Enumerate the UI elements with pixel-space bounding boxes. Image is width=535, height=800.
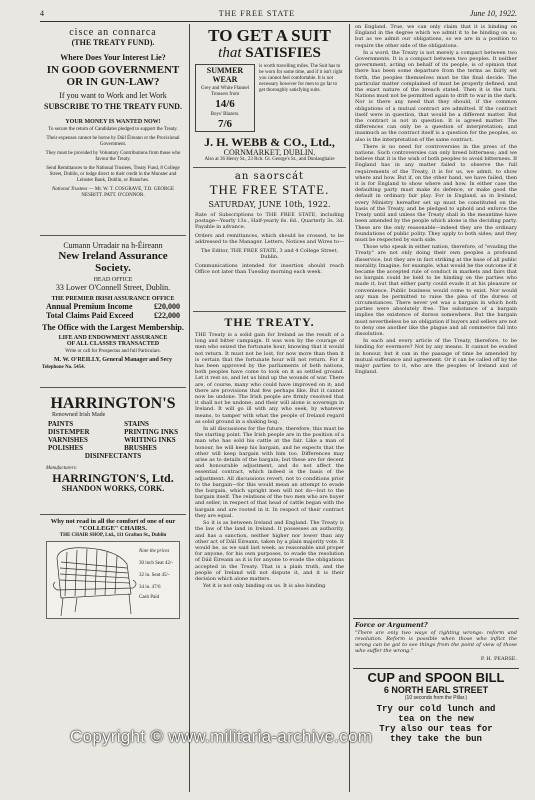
product-item: PRINTING INKS [124, 428, 178, 436]
suit-copy: is worth travelling miles. The Suit has to be worn for some time, and if it isn't right you cannot feel comfortable. It is not necessary however for men to go far to get thoroughly satisfying suits. [259, 64, 343, 93]
communications-notice: Communications intended for insertion should reach Office not later than Tuesday morning each week. [195, 263, 344, 275]
cup-seconds: (10 seconds from the Pillar.) [404, 695, 468, 701]
force-quote: "There are only two ways of righting wrongs: reform and revolution. Reform is possible when those who inflict the wrong can be got to see things from the point of view of those who suffer the wrong." [355, 630, 517, 654]
insurance-gaelic: Cumann Urradair na h-Éireann [63, 241, 163, 250]
manufacturers-label: Manufacturers: [46, 466, 78, 471]
chair-question: Why not read in all the comfort of one of our "COLLEGE" CHAIRS. [50, 518, 176, 532]
product-item: PAINTS [48, 420, 74, 428]
summer-wear-box [195, 64, 255, 132]
cup-line-2: tea on the new [398, 714, 474, 724]
insurance-name: New Ireland Assurance Society. [58, 250, 168, 274]
product-item: WRITING INKS [124, 436, 176, 444]
harringtons-sub: Renowned Irish Made [52, 412, 106, 418]
orders-notice: Orders and remittances, which should be crossed, to be addressed to the Manager. Letters, Notices and Wires to— [195, 233, 344, 245]
cup-line-3: Try also our teas for [379, 724, 493, 734]
harringtons-ad [40, 388, 186, 515]
fund-para-4: Send Remittances to the National Trustees, Treaty Fund, 8 College Street, Dublin, or lodge direct to their credit in the Munster and Leinster Bank, Dublin, or Branches. [46, 166, 180, 183]
chair-illustration [46, 541, 180, 619]
harringtons-ltd: HARRINGTON'S, Ltd. [52, 471, 174, 485]
fund-para-1: To secure the return of Candidates pledged to support the Treaty. [48, 127, 178, 132]
article-paragraph: on England. True, we can only claim that it is binding on England in the degree which we admit it to be binding on us; but as we admit our obligations, so we are in a position to require the other side of the obligations. [355, 24, 517, 49]
masthead-title: THE FREE STATE [218, 8, 296, 18]
webb-address: CORNMARKET, DUBLIN. [223, 148, 316, 157]
webb-name: J. H. WEBB & CO., Ltd., [204, 135, 335, 149]
chair-price-2: 32 in. Seat 45/- [139, 573, 170, 578]
product-item: DISTEMPER [48, 428, 90, 436]
suit-ad [193, 24, 346, 168]
subscribe-line: SUBSCRIBE TO THE TREATY FUND. [44, 102, 182, 111]
force-title: Force or Argument? [355, 621, 428, 629]
article-paragraph: Those who speak in either nation, therefore, of "evading the Treaty" are not only doing their own peoples a profound disservice, but they are in fact striking at the base of all public morality. Imagine, for example, what would be the outcome if it became the accepted rule of conduct in markets and fairs that no bargain could be held to be binding on the parties who made it, but that either party could evade it at his pleasure or convenience. Public business would come to exist. Nor would any man be permitted to raise the plea of the duress of circumstances. There never yet was a bargain in which both parties were absolutely free. The substance of a bargain implies the existence of duress somewhere. But the bargain must nevertheless be an obligation if buyers and sellers are not to deny one another like the plague and all commerce fall into dissolution. [355, 244, 517, 337]
suit-that: that [218, 45, 242, 61]
trustees-names: Mr. W. T. COSGRAVE, T.D. GEORGE NESBITT. PATT. O'CONNOR. [81, 187, 175, 198]
chair-shop-ad [40, 515, 186, 624]
fund-para-3: They must be provided by Voluntary Contributions from those who favour the Treaty. [45, 151, 181, 162]
flannel-trousers: Grey and White Flannel Trousers from [200, 86, 250, 97]
article-paragraph: In all discussions for the future, therefore, this must be the starting point. The Irish people are in the position of a man who has sold his cattle at the fair. Like a man of honour, he will keep his bargain, and he expects that the other will keep bargain with him too. Differences may arise as to details of the bargain; but these are for decent and honourable adjustment, and do not affect the essential contract, which indeed is the basis of the adjustment. All discussions revert, not to conditions prior to the bargain—for this would mean an attempt to evade the bargain, which upright men will not do—but to the bargain itself. The relations of the two men who are buyer and seller, in respect of that head of cattle began with the bargain and are rooted in it. In respect of their contract they are equal. [195, 426, 344, 519]
wicker-chair-image [47, 542, 183, 618]
middle-column [193, 24, 346, 792]
chair-price-1: 30 inch Seat 42/- [139, 561, 174, 566]
article-paragraph: In a word, the Treaty is not merely a compact between two Governments. It is a compact between two peoples. It neither government, acting on behalf of its people, is of opinion that there has been some departure from the terms as fairly set forth, the peoples themselves must be the final decide. The particular matter complained of must be properly defined, and the exact nature of the breach stated. Then it is the turn. Nations must not be permitted again to drift to war in the dark. Nor is there any need that they should, if the common obligations of a mutual contract are admitted. If the contract itself were in question, that would be a different matter. But the contract is not in question. It is agreed matter. The differences can only be a question of interpretation; and inasmuch as the contract itself is a question for the peoples, so also is the interpretation of the same contract. [355, 49, 517, 143]
product-item: STAINS [124, 420, 149, 428]
harringtons-name: HARRINGTON'S [50, 395, 176, 412]
cup-spoon-ad [353, 668, 519, 744]
life-assurance: LIFE AND ENDOWMENT ASSURANCE [58, 335, 168, 341]
head-office: HEAD OFFICE [93, 277, 133, 283]
income-label: Annual Premium Income [46, 302, 133, 311]
income-value: £20,000 [154, 302, 180, 311]
pearse-credit: P. H. PEARSE. [480, 656, 517, 662]
treaty-article [195, 332, 344, 589]
prospectus-line: Write or call for Prospectus and full Particulars. [65, 349, 161, 354]
issue-saturday: SATURDAY, JUNE 10th, 1922. [208, 200, 331, 209]
editor-address: The Editor, THE FREE STATE, 3 and 4 College Street, Dublin. [200, 248, 339, 260]
article-title: THE TREATY. [224, 315, 315, 329]
boys-blazers: Boys' Blazers. [210, 112, 240, 117]
column-divider [349, 24, 350, 792]
all-classes: OF ALL CLASSES TRANSACTED [66, 341, 160, 347]
article-paragraph: THE Treaty is a solid gain for Ireland as the result of a long and bitter campaign. It was won by the courage of men who seized the fortunate hour, knowing that it would not return. It must not be lost, for now more than then it is certain that the fortunate hour will not return. For it has been approved by the parliaments of both nations, both peoples have come to look on it as settled ground. Let it rest so, and let us bind up the wounds of war. There are, of course, many who could have improved on it; and there are provisions that few perhaps like. But it cannot now be undone. The Irish people are firmly resolved that it shall not be undone; and their will alone is sovereign in Ireland. It will go ill with any who seek, by whatever means, to tamper with what the people of Ireland regard as solid ground in a shaking bog. [195, 332, 344, 425]
claims-value: £22,000 [154, 311, 180, 320]
suit-headline: TO GET A SUIT [208, 26, 331, 45]
chair-price-3: 34 in. 47/6 [139, 585, 161, 590]
manager-line: M. W. O'REILLY, General Manager and Secy [54, 357, 172, 363]
treaty-article-continued [355, 24, 517, 618]
masthead-gaelic: an saorscát [234, 171, 305, 182]
trouser-price: 14/6 [215, 98, 235, 110]
column-divider [189, 24, 190, 792]
article-paragraph: There is no need for controversies in the press of the nations. Such controversies can only breed bitterness; and we believe that it is the wish of both peoples to avoid bitterness. If England has in any matter failed to observe the full requirements of the Treaty, it is for us, we admit, to show where and how. But if, on the other hand, we have failed, then it is for England to show where and how. In either case the defaulting party must make its defence, or make good the default in ordinary fair play. For in England, as in Ireland, every Ministry hereafter set up must be constituted on the basis of the Treaty, and be pledged to uphold and enforce the Treaty until and unless the Treaty shall in the meantime have been amended by the people which alone is the deciding party. These are the only reasonable—indeed they are the ordinary foundations of public polity. They apply to both sides; and they must be respected by each side. [355, 143, 517, 243]
blazer-price: 7/6 [217, 118, 233, 130]
chair-price-4: Cash Paid [139, 595, 160, 600]
chair-shop-name: THE CHAIR SHOP, Ltd., 111 Grafton St., Dublin [59, 533, 167, 538]
article-paragraph: In each and every article of the Treaty, therefore, to be binding for evermore? Not by any means. It cannot be evaded in honour, but it can in the passage of time be amended by mutual sufferance and agreement. Or it can be called off by the major parties to it, who are the peoples of Ireland and of England. [355, 338, 517, 376]
header-rule [40, 21, 517, 22]
article-paragraph: Yet it is not only binding on us. It is also binding [203, 583, 326, 590]
shandon-works: SHANDON WORKS, CORK. [61, 484, 165, 493]
largest-membership: The Office with the Largest Membership. [42, 323, 184, 332]
telephone-line: Telephone No. 5454. [42, 365, 85, 370]
insurance-ad [40, 236, 186, 388]
trustees-label: National Trustees [51, 187, 88, 192]
chair-prices-heading: Note the prices [139, 549, 170, 554]
insurance-address: 33 Lower O'Connell Street, Dublin. [55, 283, 171, 292]
cup-line-4: they take the bun [390, 734, 482, 744]
cup-line-1: Try our cold lunch and [376, 704, 496, 714]
copyright-watermark: Copyright © www.militaria-archive.com [70, 727, 373, 746]
treaty-fund-ad: cisce an connarca (THE TREATY FUND). Where Does Your Interest Lie? IN GOOD GOVERNMENT OR IN GUN-LAW? If you want to Work and let Work SUBSCRIBE TO THE TREATY FUND. YOUR MONEY IS WANTED NOW! To secure the return of Candidates pledged to support the Treaty. Their expenses cannot be borne by Dáil Éireann or the Provisional Government. They must be provided by Voluntary Contributions from those who favour the Treaty. Send Remittances to the National Trustees, Treaty Fund, 8 College Street, Dublin, or lodge direct to their credit in the Munster and Leinster Bank, Dublin, or Branches. National Trustees — Mr. W. T. COSGRAVE, T.D. GEORGE NESBITT. PATT. O'CONNOR. [40, 24, 186, 236]
interest-question: Where Does Your Interest Lie? [60, 53, 166, 62]
summer-wear: SUMMER WEAR [206, 66, 244, 84]
disinfectants: DISINFECTANTS [84, 452, 142, 460]
webb-branches: Also at 36 Henry St., 23 Rch. Gt. George's St., and Dunlaoghaire [204, 157, 335, 162]
left-column [40, 24, 186, 792]
product-list [42, 420, 184, 452]
premier-office: THE PREMIER IRISH ASSURANCE OFFICE [51, 296, 175, 302]
force-box [353, 618, 519, 668]
subscription-rates: Rate of Subscriptions to THE FREE STATE, including postage—Yearly 13s., Half-yearly 6s. 6d., Quarterly 3s. 3d. Payable in advance. [195, 212, 344, 230]
article-paragraph: So it is as between Ireland and England. The Treaty is the law of the land in Ireland. It possesses an authority, and has a sanction, neither higher nor lower than any other act of Dáil Éireann, taken by a plain majority vote. It would be, as we said last week, as reasonable and proper for anyone, for his own purposes, to evade the resolution of Dáil Éireann as it is for anyone to evade the obligations accepted in the Treaty. That is a plain truth, and the people of Ireland will not dispute it, and it is their decision which alone matters. [195, 520, 344, 582]
page-number: 4 [40, 8, 44, 18]
product-item: POLISHES [48, 444, 84, 452]
gun-law: OR IN GUN-LAW? [66, 76, 160, 88]
fund-para-2: Their expenses cannot be borne by Dáil Éireann or the Provisional Government. [46, 136, 180, 147]
product-item: BRUSHES [124, 444, 157, 452]
right-column [353, 24, 519, 792]
product-item: VARNISHES [48, 436, 88, 444]
work-line: If you want to Work and let Work [59, 91, 167, 100]
cup-address: 6 NORTH EARL STREET [383, 685, 489, 695]
suit-satisfies: SATISFIES [245, 45, 321, 61]
claims-label: Total Claims Paid Exceed [46, 311, 134, 320]
masthead-english: THE FREE STATE. [209, 182, 330, 197]
good-government: IN GOOD GOVERNMENT [46, 64, 180, 76]
masthead-block [193, 168, 346, 312]
issue-date: June 10, 1922. [469, 8, 517, 18]
gaelic-title: cisce an connarca [69, 27, 157, 38]
fund-title: (THE TREATY FUND). [71, 38, 155, 47]
page-header [40, 6, 517, 20]
money-wanted: YOUR MONEY IS WANTED NOW! [65, 119, 161, 125]
cup-title: CUP and SPOON BILL [367, 670, 505, 685]
